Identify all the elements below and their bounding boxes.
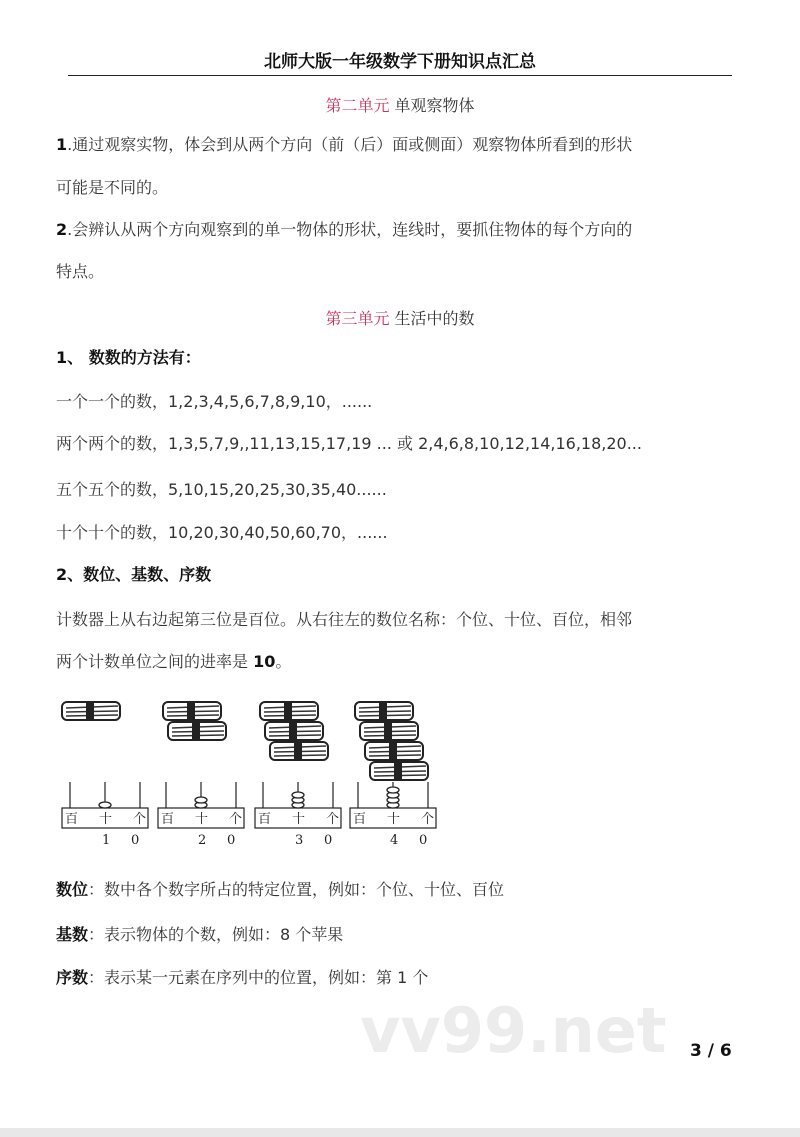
definition xyxy=(56,925,343,945)
text: ：数中各个数字所占的特定位置，例如：个位、十位、百位 xyxy=(88,880,505,899)
stick-bundle xyxy=(270,742,328,760)
section-heading: 1、 数数的方法有： xyxy=(56,348,201,367)
tens-digit: 1 xyxy=(102,833,111,848)
place-label: 百 xyxy=(258,812,272,827)
stick-bundle xyxy=(370,762,428,780)
abacus-figure xyxy=(40,690,460,850)
paragraph xyxy=(56,652,291,672)
section-heading: 2、数位、基数、序数 xyxy=(56,565,212,584)
place-label: 十 xyxy=(195,812,209,827)
abacus-bead xyxy=(195,797,207,803)
tens-digit: 4 xyxy=(390,833,399,848)
stick-bundle xyxy=(168,722,226,740)
stick-bundle xyxy=(265,722,323,740)
item-number: 1 xyxy=(56,135,68,154)
count-line: 一个一个的数，1,2,3,4,5,6,7,8,9,10，...... xyxy=(56,392,373,411)
stick-bundle xyxy=(360,722,418,740)
ones-digit: 0 xyxy=(419,833,428,848)
abacus-bead xyxy=(99,802,111,808)
ones-digit: 0 xyxy=(227,833,236,848)
tens-digit: 3 xyxy=(295,833,304,848)
place-label: 十 xyxy=(292,812,306,827)
stick-bundle xyxy=(163,702,221,720)
abacus-bead xyxy=(292,792,304,798)
ones-digit: 0 xyxy=(131,833,140,848)
title-divider xyxy=(68,75,732,76)
place-label: 百 xyxy=(353,812,367,827)
place-label: 十 xyxy=(387,812,401,827)
count-line: 十个十个的数，10,20,30,40,50,60,70，...... xyxy=(56,523,388,542)
item-number: 2 xyxy=(56,220,68,239)
stick-bundle xyxy=(62,702,120,720)
watermark: vv99.net xyxy=(360,994,667,1067)
unit-name: 单观察物体 xyxy=(394,96,475,115)
place-label: 个 xyxy=(421,812,435,827)
page-number: 3 / 6 xyxy=(690,1041,732,1061)
paragraph: 可能是不同的。 xyxy=(56,178,169,197)
paragraph: 计数器上从右边起第三位是百位。从右往左的数位名称：个位、十位、百位，相邻 xyxy=(56,610,633,629)
stick-bundle xyxy=(355,702,413,720)
paragraph xyxy=(56,220,632,240)
text: ：表示某一元素在序列中的位置，例如：第 1 个 xyxy=(88,968,429,987)
definition xyxy=(56,880,504,900)
text: 。 xyxy=(275,652,292,671)
stick-bundle xyxy=(365,742,423,760)
unit-name: 生活中的数 xyxy=(394,309,475,328)
unit2-heading xyxy=(0,93,800,116)
place-label: 个 xyxy=(133,812,147,827)
paragraph: 特点。 xyxy=(56,262,105,281)
text: .会辨认从两个方向观察到的单一物体的形状，连线时，要抓住物体的每个方向的 xyxy=(67,220,633,239)
place-label: 个 xyxy=(229,812,243,827)
paragraph xyxy=(56,135,632,155)
unit-label: 第三单元 xyxy=(325,309,390,328)
unit-label: 第二单元 xyxy=(325,96,390,115)
unit3-heading xyxy=(0,306,800,329)
definition xyxy=(56,968,428,988)
abacus-bead xyxy=(387,787,399,793)
place-label: 百 xyxy=(161,812,175,827)
count-line: 五个五个的数，5,10,15,20,25,30,35,40...... xyxy=(56,480,387,499)
page-edge xyxy=(0,1128,800,1137)
text: 两个计数单位之间的进率是 xyxy=(56,652,254,671)
ones-digit: 0 xyxy=(324,833,333,848)
number: 10 xyxy=(253,652,276,671)
term: 数位 xyxy=(56,880,89,899)
term: 序数 xyxy=(56,968,89,987)
place-label: 百 xyxy=(65,812,79,827)
place-label: 十 xyxy=(99,812,113,827)
stick-bundle xyxy=(260,702,318,720)
count-line: 两个两个的数，1,3,5,7,9,,11,13,15,17,19 ... 或 2,4,6,8,10,12,14,16,18,20... xyxy=(56,434,642,453)
term: 基数 xyxy=(56,925,89,944)
page-title: 北师大版一年级数学下册知识点汇总 xyxy=(264,52,536,72)
tens-digit: 2 xyxy=(198,833,207,848)
text: ：表示物体的个数，例如：8 个苹果 xyxy=(88,925,344,944)
text: .通过观察实物，体会到从两个方向（前（后）面或侧面）观察物体所看到的形状 xyxy=(67,135,633,154)
place-label: 个 xyxy=(326,812,340,827)
